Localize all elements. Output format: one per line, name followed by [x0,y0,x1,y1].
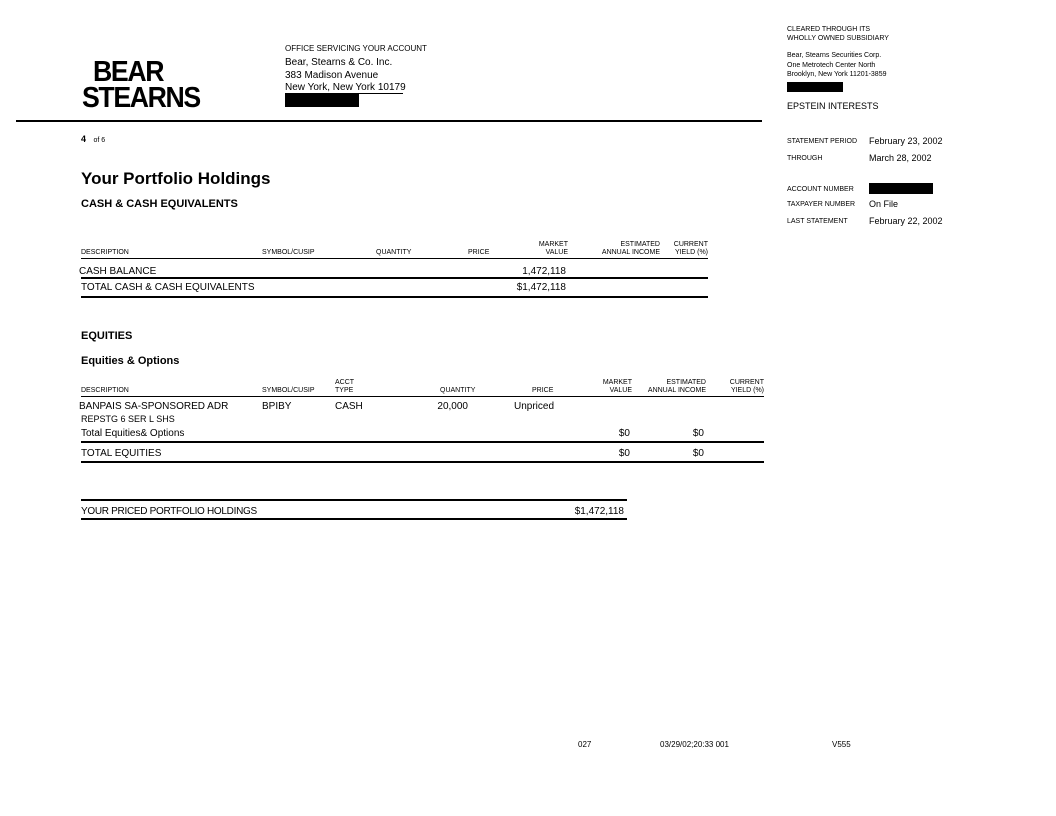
statement-period-label: STATEMENT PERIOD [787,138,858,145]
equities-heading: EQUITIES [81,330,133,342]
cash-balance-value: 1,472,118 [522,266,566,277]
bear-stearns-logo [82,56,200,114]
priced-holdings-label: YOUR PRICED PORTFOLIO HOLDINGS [81,506,257,517]
eq-col-market-value [572,379,632,395]
taxpayer-label: TAXPAYER NUMBER [787,201,856,208]
eq-subtotal-market-value: $0 [618,428,630,439]
eq-row-description-1: BANPAIS SA-SPONSORED ADR [79,401,229,412]
eq-row-description-2: REPSTG 6 SER L SHS [81,414,175,424]
eq-total-rule [81,461,764,463]
through-value: March 28, 2002 [869,153,932,163]
eq-col-price: PRICE [532,387,554,394]
cash-total-rule [81,296,708,298]
page-current: 4 [81,134,87,144]
eq-col-acct-type-line-2: TYPE [335,387,354,394]
cash-col-symbol: SYMBOL/CUSIP [262,249,315,256]
eq-col-est-income [636,379,706,395]
cash-col-est-income-line-2: ANNUAL INCOME [601,249,660,256]
statement-period-value: February 23, 2002 [869,136,943,146]
cash-row-rule [81,277,708,279]
cash-col-market-value-line-2: VALUE [545,249,568,256]
last-statement-label: LAST STATEMENT [787,218,848,225]
eq-row-symbol: BPIBY [262,401,292,412]
cash-col-price: PRICE [468,249,490,256]
footer-code-1: 027 [578,740,592,749]
clearing-line-2: WHOLLY OWNED SUBSIDIARY [787,35,889,42]
eq-col-yield [722,379,764,395]
equities-subheading: Equities & Options [81,355,180,367]
eq-col-yield-line-1: CURRENT [729,379,764,386]
cash-col-market-value-line-1: MARKET [538,241,568,248]
footer-code-2: V555 [832,740,851,749]
cash-balance-label: CASH BALANCE [79,266,157,277]
eq-subtotal-est-income: $0 [692,428,704,439]
cash-col-quantity: QUANTITY [376,249,412,256]
eq-col-acct-type-line-1: ACCT [335,379,355,386]
cash-col-market-value [508,241,568,257]
eq-col-description: DESCRIPTION [81,387,129,394]
cash-total-value: $1,472,118 [516,282,566,293]
cash-header-rule [81,258,708,259]
eq-col-est-income-line-2: ANNUAL INCOME [647,387,706,394]
account-number-label: ACCOUNT NUMBER [787,186,854,193]
clearing-addr-1: Bear, Stearns Securities Corp. [787,52,882,59]
office-line-2: 383 Madison Avenue [285,70,379,81]
redaction-office [285,94,359,107]
last-statement-value: February 22, 2002 [869,216,943,226]
account-holder: EPSTEIN INTERESTS [787,101,879,111]
eq-row-acct-type: CASH [335,401,363,412]
redaction-clearing [787,82,843,92]
office-line-1: Bear, Stearns & Co. Inc. [285,57,393,68]
logo-line-2: STEARNS [82,82,200,114]
office-heading: OFFICE SERVICING YOUR ACCOUNT [285,44,427,53]
clearing-addr-2: One Metrotech Center North [787,62,876,69]
priced-bottom-rule [81,518,627,520]
footer-timestamp: 03/29/02;20:33 001 [660,740,729,749]
taxpayer-value: On File [869,199,899,209]
priced-holdings-value: $1,472,118 [574,506,624,517]
office-line-3: New York, New York 10179 [285,82,406,93]
cash-total-label: TOTAL CASH & CASH EQUIVALENTS [81,282,255,293]
priced-top-rule [81,499,627,501]
eq-col-yield-line-2: YIELD (%) [730,387,764,394]
eq-header-rule [81,396,764,397]
eq-col-est-income-line-1: ESTIMATED [666,379,706,386]
clearing-line-1: CLEARED THROUGH ITS [787,26,871,33]
eq-col-market-value-line-2: VALUE [609,387,632,394]
eq-col-symbol: SYMBOL/CUSIP [262,387,315,394]
cash-col-description: DESCRIPTION [81,249,129,256]
eq-subtotal-label: Total Equities& Options [81,428,185,439]
through-label: THROUGH [787,155,823,162]
cash-col-yield-line-2: YIELD (%) [674,249,708,256]
eq-total-est-income: $0 [692,448,704,459]
cash-col-yield-line-1: CURRENT [673,241,708,248]
eq-row-price: Unpriced [514,401,555,412]
eq-col-market-value-line-1: MARKET [602,379,632,386]
cash-section-heading: CASH & CASH EQUIVALENTS [81,198,238,210]
cash-col-yield [666,241,708,257]
logo-line-1: BEAR [93,56,164,88]
cash-col-est-income-line-1: ESTIMATED [620,241,660,248]
cash-col-est-income [590,241,660,257]
page-indicator [81,129,105,147]
page-of-text: of 6 [93,137,106,144]
eq-col-acct-type [335,379,354,395]
eq-row-quantity: 20,000 [437,401,468,412]
eq-col-quantity: QUANTITY [440,387,476,394]
eq-total-label: TOTAL EQUITIES [81,448,162,459]
eq-total-market-value: $0 [618,448,630,459]
eq-subtotal-rule [81,441,764,443]
clearing-addr-3: Brooklyn, New York 11201-3859 [787,71,887,78]
redaction-account-number [869,183,933,194]
page-title: Your Portfolio Holdings [81,169,271,188]
header-divider [16,120,762,122]
